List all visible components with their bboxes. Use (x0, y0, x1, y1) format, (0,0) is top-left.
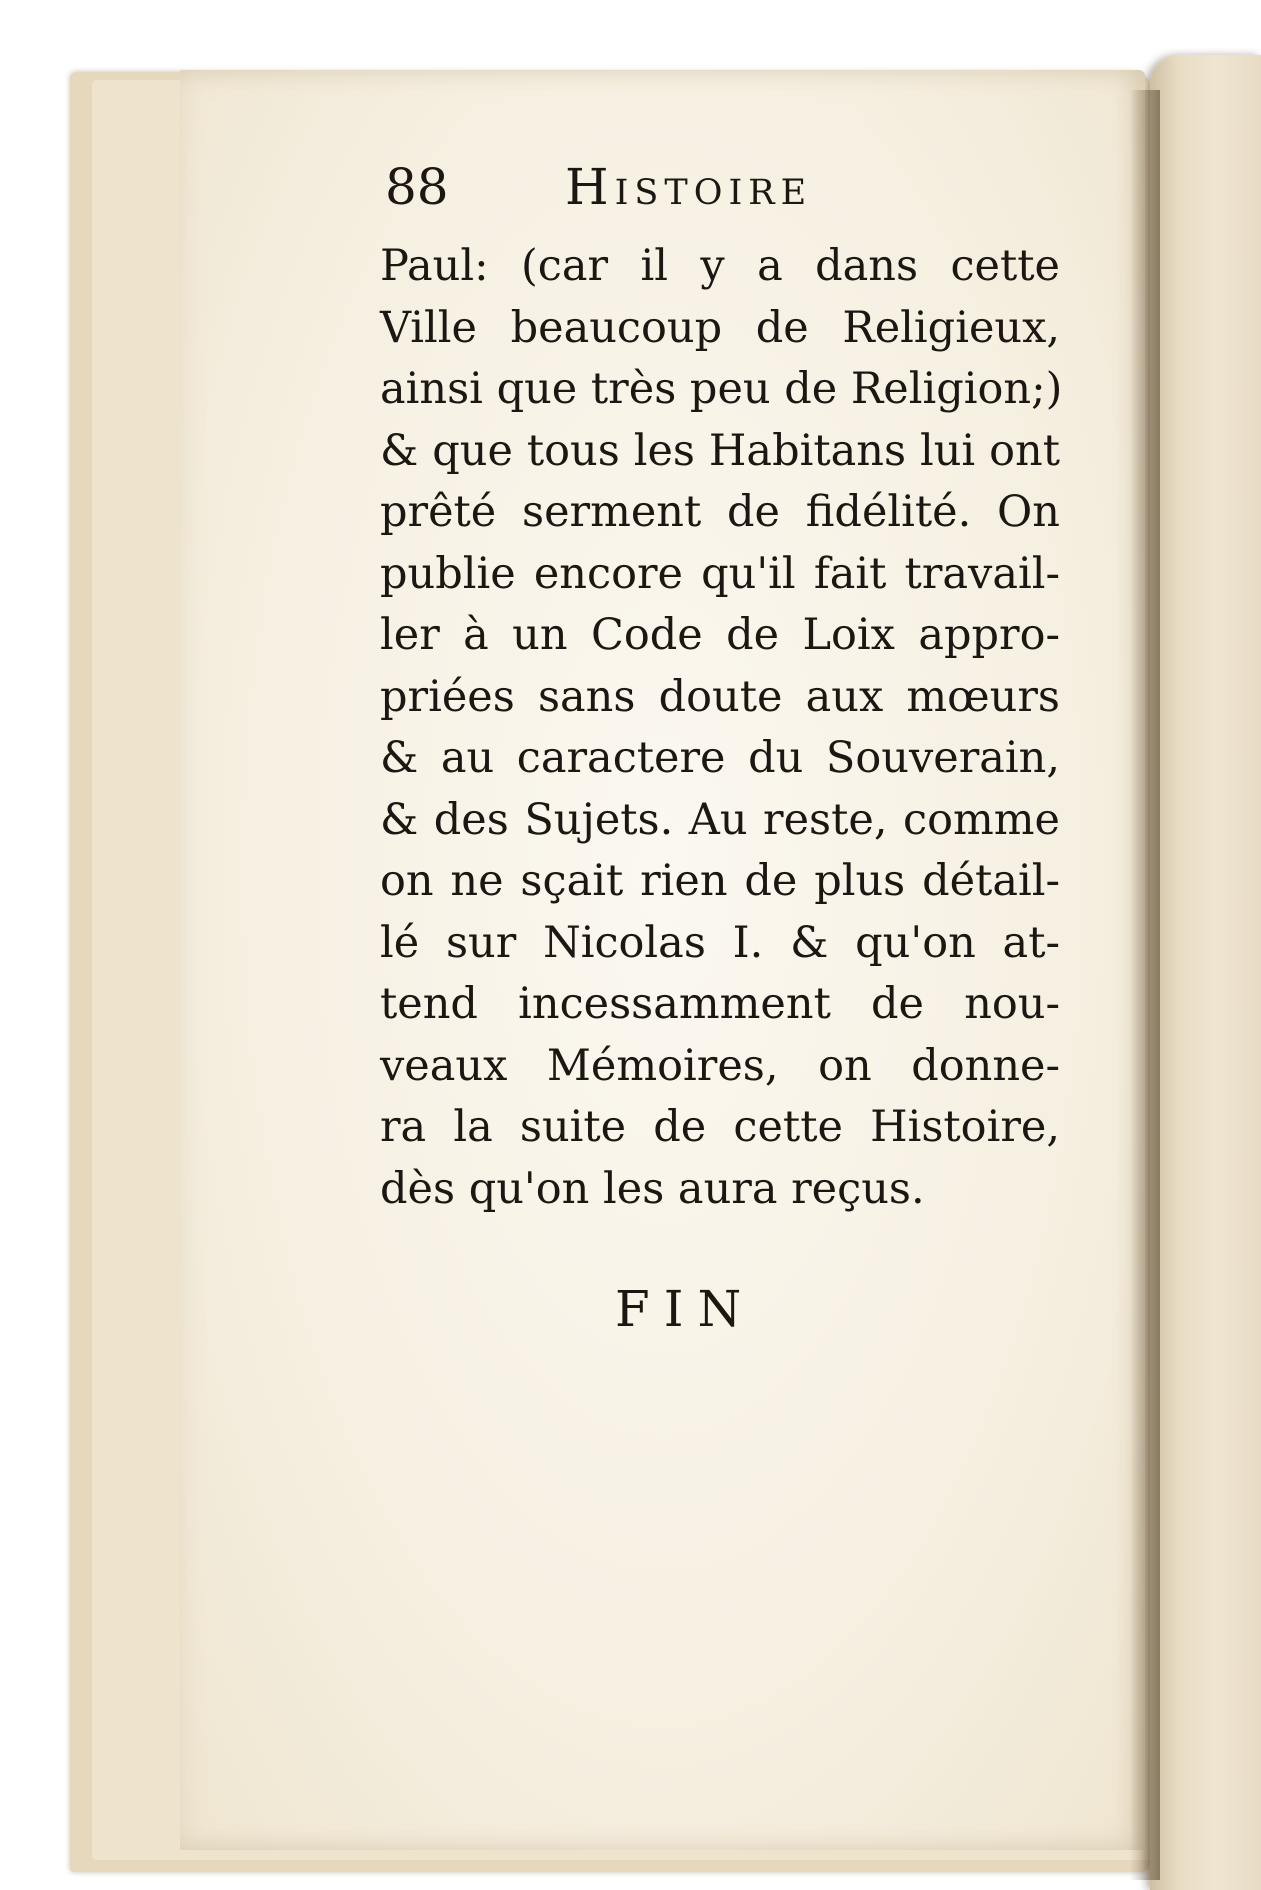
text-line: veaux Mémoires, on donne- (380, 1040, 1060, 1091)
book-gutter-shadow (1130, 90, 1160, 1880)
text-line: publie encore qu'il fait travail- (380, 548, 1060, 599)
text-line: prêté serment de fidélité. On (380, 487, 1060, 537)
text-line: priées sans doute aux mœurs (380, 671, 1060, 722)
text-line: & des Sujets. Au reste, comme (380, 794, 1060, 845)
text-line: & que tous les Habitans lui ont (380, 425, 1060, 476)
text-line: ler à un Code de Loix appro- (380, 610, 1060, 660)
text-line: on ne sçait rien de plus détail- (380, 856, 1060, 906)
page-number: 88 (385, 158, 449, 216)
text-line: tend incessamment de nou- (380, 979, 1060, 1029)
text-line: dès qu'on les aura reçus. (380, 1163, 925, 1214)
running-title: Histoire (565, 158, 813, 216)
facing-page (1150, 55, 1261, 1890)
body-text (380, 236, 1063, 1220)
text-line: Ville beaucoup de Religieux, (380, 302, 1060, 353)
closing-word: FIN (615, 1280, 756, 1338)
text-line: & au caractere du Souverain, (380, 733, 1060, 783)
text-line: ra la suite de cette Histoire, (380, 1102, 1060, 1152)
page-content (380, 150, 1063, 1220)
running-head (380, 150, 1060, 230)
text-line: ainsi que très peu de Religion;) (380, 364, 1063, 414)
text-line: Paul: (car il y a dans cette (380, 241, 1060, 291)
text-line: lé sur Nicolas I. & qu'on at- (380, 917, 1060, 968)
